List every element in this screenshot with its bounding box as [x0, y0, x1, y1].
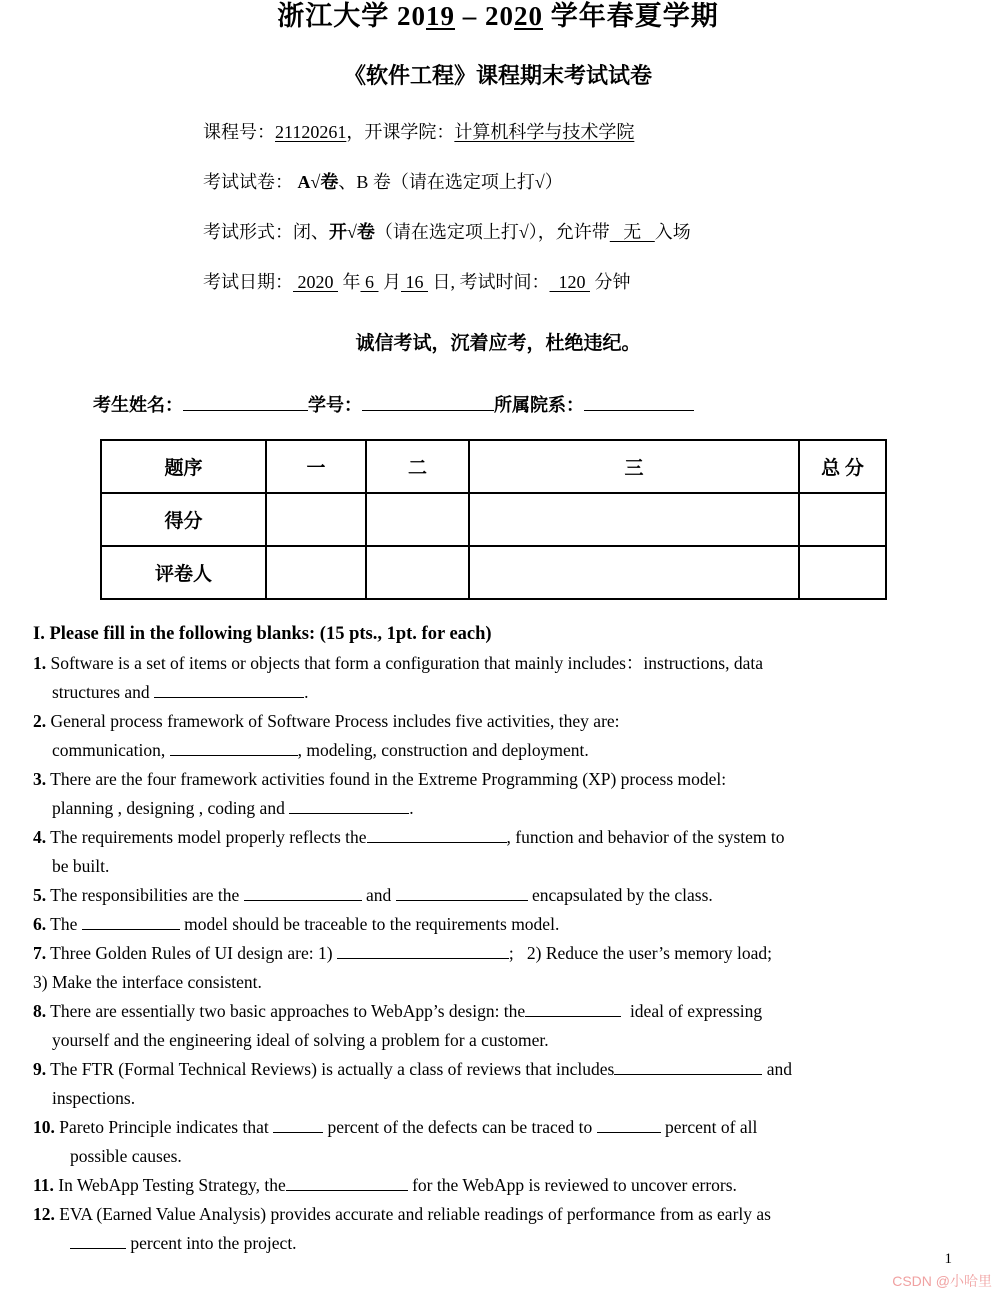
fill-in-blank	[289, 797, 409, 814]
fill-in-blank	[70, 1232, 126, 1249]
paper-type-line: 考试试卷： A√卷、B 卷（请在选定项上打√）	[203, 172, 563, 192]
fill-in-blank	[244, 884, 362, 901]
fill-blank-item-7: 7. Three Golden Rules of UI design are: 1) ; 2) Reduce the user’s memory load;	[33, 943, 772, 963]
student-info-line: 考生姓名： 学号： 所属院系：	[93, 391, 963, 417]
fill-in-blank	[396, 884, 528, 901]
section1-heading: I. Please fill in the following blanks: (15 pts., 1pt. for each)	[33, 624, 492, 644]
fill-in-blank	[183, 394, 308, 411]
fill-blank-item-2: 2. General process framework of Software Process includes five activities, they are: communication, , modeling, construction and deployment.	[33, 711, 620, 760]
exam-form-line: 考试形式：闭、开√卷（请在选定项上打√），允许带 无 入场	[203, 222, 691, 242]
fill-blank-item-6: 6. The model should be traceable to the requirements model.	[33, 914, 560, 934]
integrity-notice: 诚信考试，沉着应考，杜绝违纪。	[355, 333, 641, 354]
fill-in-blank	[362, 394, 494, 411]
fill-blank-item-4: 4. The requirements model properly reflects the , function and behavior of the system to be built.	[33, 827, 785, 876]
fill-blank-item-3: 3. There are the four framework activities found in the Extreme Programming (XP) process model: planning , designing , coding and .	[33, 769, 727, 818]
page-subtitle: 《软件工程》课程期末考试试卷	[343, 63, 652, 88]
grader-cell	[366, 546, 469, 599]
fill-in-blank	[614, 1058, 762, 1075]
grader-cell	[266, 546, 366, 599]
header-part-two: 二	[366, 440, 469, 493]
fill-in-blank	[525, 1000, 621, 1017]
page-title: 浙江大学 2019 – 2020 学年春夏学期	[277, 1, 719, 31]
fill-blank-item-7-continuation: 3) Make the interface consistent.	[33, 972, 262, 992]
grader-row-label: 评卷人	[101, 546, 266, 599]
fill-in-blank	[367, 826, 507, 843]
score-cell	[366, 493, 469, 546]
fill-in-blank	[170, 739, 298, 756]
fill-in-blank	[584, 394, 694, 411]
fill-blank-item-9: 9. The FTR (Formal Technical Reviews) is actually a class of reviews that includes and inspections.	[33, 1059, 792, 1108]
header-total: 总 分	[799, 440, 886, 493]
grader-row	[101, 546, 886, 599]
watermark: CSDN @小哈里	[892, 1273, 992, 1289]
fill-blank-item-12: 12. EVA (Earned Value Analysis) provides accurate and reliable readings of performance from as early as percent into the project.	[33, 1204, 771, 1253]
score-table	[100, 439, 887, 600]
fill-blank-item-5: 5. The responsibilities are the and encapsulated by the class.	[33, 885, 713, 905]
fill-in-blank	[597, 1116, 661, 1133]
fill-in-blank	[82, 913, 180, 930]
score-row-label: 得分	[101, 493, 266, 546]
score-table-header-row	[101, 440, 886, 493]
header-question-order: 题序	[101, 440, 266, 493]
score-cell	[799, 493, 886, 546]
fill-in-blank	[337, 942, 509, 959]
score-cell	[469, 493, 799, 546]
fill-in-blank	[273, 1116, 323, 1133]
fill-blank-item-11: 11. In WebApp Testing Strategy, the for the WebApp is reviewed to uncover errors.	[33, 1175, 737, 1195]
exam-meta-block	[203, 118, 963, 294]
header-part-three: 三	[469, 440, 799, 493]
fill-in-blank	[154, 681, 304, 698]
fill-in-blank	[286, 1174, 408, 1191]
fill-blank-item-8: 8. There are essentially two basic approaches to WebApp’s design: the ideal of expressing yourself and the engineering ideal of solving a problem for a customer.	[33, 1001, 763, 1050]
exam-date-line: 考试日期： 2020 年 6 月 16 日, 考试时间： 120 分钟	[203, 272, 631, 292]
fill-blank-item-1: 1. Software is a set of items or objects that form a configuration that mainly includes：instructions, data structures and .	[33, 653, 763, 702]
grader-cell	[469, 546, 799, 599]
header-part-one: 一	[266, 440, 366, 493]
course-number-line: 课程号：21120261，开课学院：计算机科学与技术学院	[203, 122, 635, 142]
score-cell	[266, 493, 366, 546]
grader-cell	[799, 546, 886, 599]
fill-blank-item-10: 10. Pareto Principle indicates that percent of the defects can be traced to percent of all possible causes.	[33, 1117, 758, 1166]
score-row	[101, 493, 886, 546]
page-number: 1	[944, 1251, 952, 1267]
